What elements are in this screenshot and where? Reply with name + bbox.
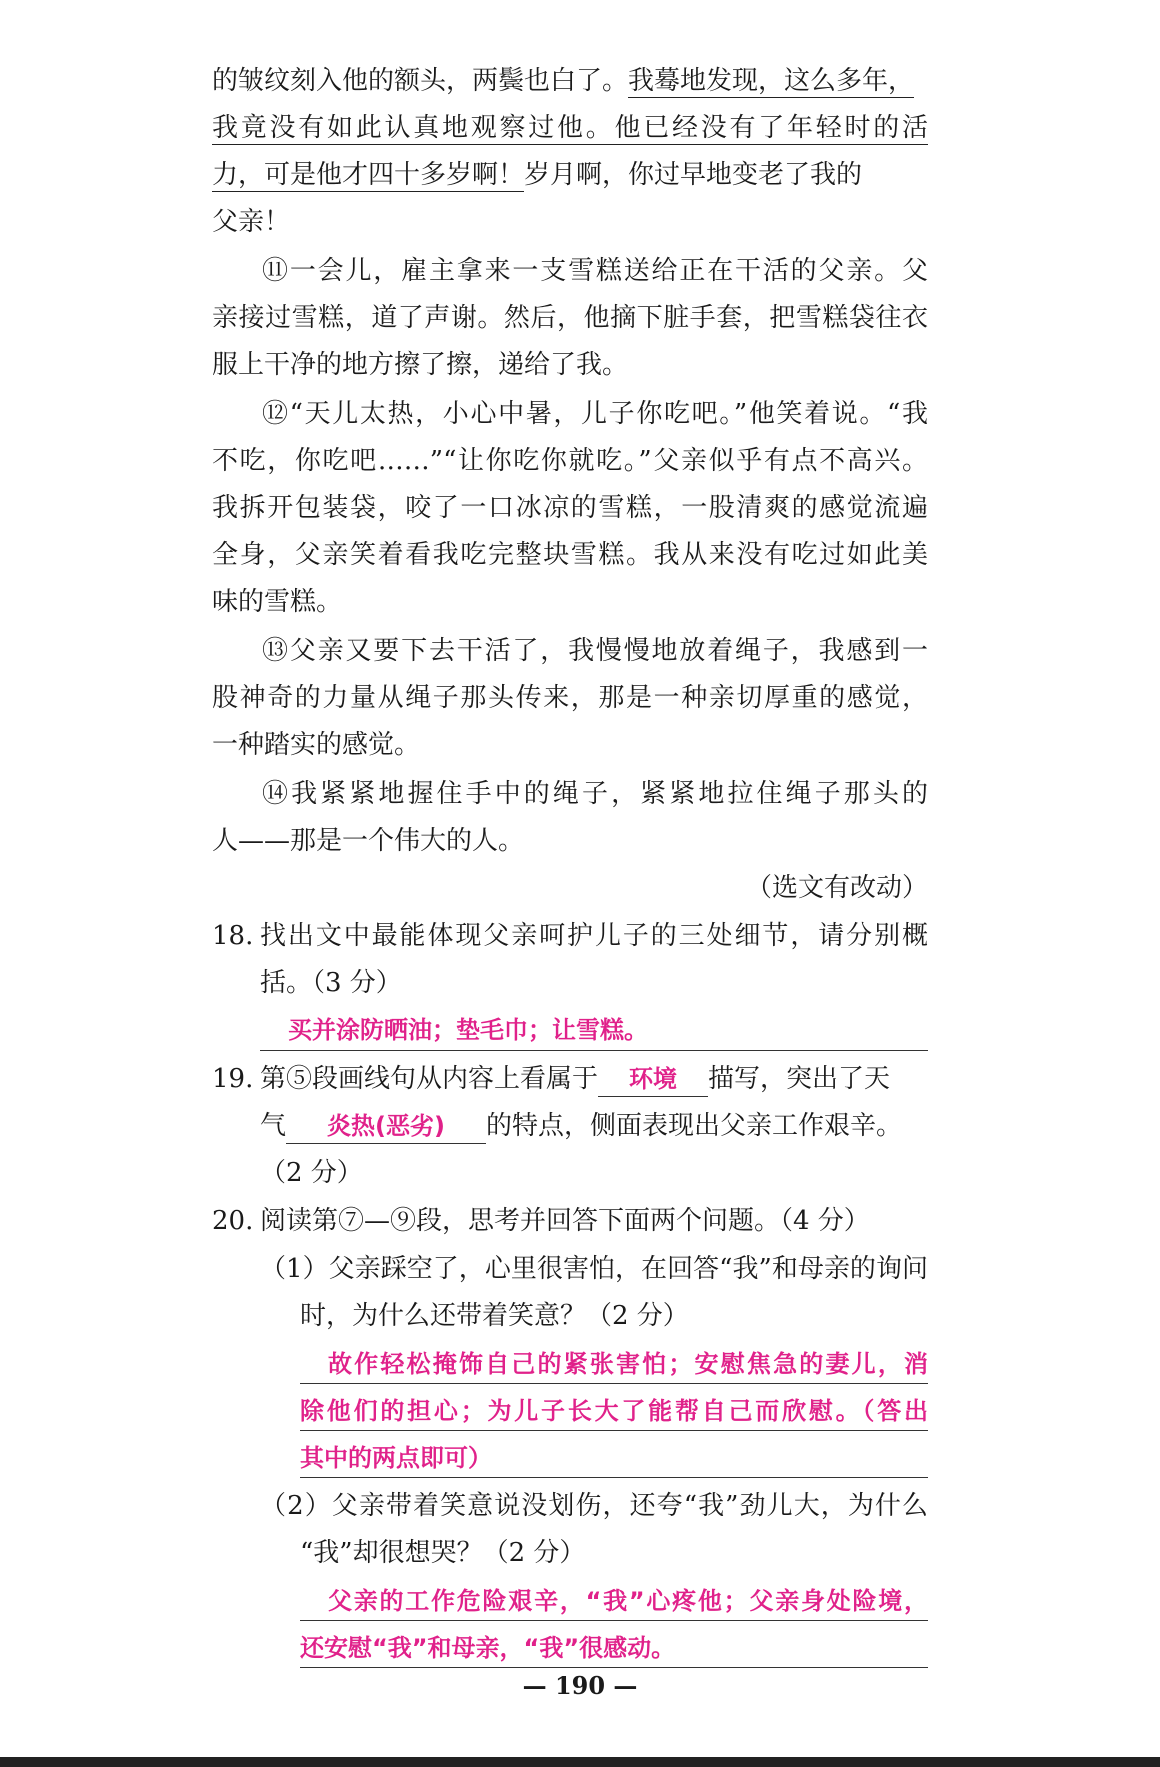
q20-1-answer-line xyxy=(300,1477,928,1478)
p11-line-1: ⑪一会儿，雇主拿来一支雪糕送给正在干活的父亲。父 xyxy=(262,256,928,286)
p10-line-1 xyxy=(212,64,928,98)
q19-blank-2: 炎热(恶劣) xyxy=(286,1109,486,1144)
q18-number: 18. xyxy=(212,921,254,951)
q20-2-answer-line xyxy=(300,1667,928,1668)
q19-line-2 xyxy=(260,1109,902,1144)
q20-1-answer-2: 除他们的担心；为儿子长大了能帮自己而欣慰。（答出 xyxy=(300,1397,928,1425)
q19-line-1 xyxy=(260,1062,890,1097)
underlined-sentence: 力，可是他才四十多岁啊！ xyxy=(212,160,525,190)
p13-line-1: ⑬父亲又要下去干活了，我慢慢地放着绳子，我感到一 xyxy=(262,636,928,666)
q19-text: 气 xyxy=(260,1111,287,1141)
p11-line-3: 服上干净的地方擦了擦，递给了我。 xyxy=(212,350,629,380)
q20-1-text-1: （1）父亲踩空了，心里很害怕，在回答“我”和母亲的询问 xyxy=(260,1254,928,1284)
bottom-border xyxy=(0,1757,1160,1767)
p13-line-3: 一种踏实的感觉。 xyxy=(212,730,421,760)
q18-text-2: 括。（3 分） xyxy=(260,968,402,998)
q18-answer-line xyxy=(260,1050,928,1051)
underlined-sentence: 我竟没有如此认真地观察过他。他已经没有了年轻时的活 xyxy=(212,113,928,143)
p11-line-2: 亲接过雪糕，道了声谢。然后，他摘下脏手套，把雪糕袋往衣 xyxy=(212,303,928,333)
p14-line-1: ⑭我紧紧地握住手中的绳子，紧紧地拉住绳子那头的 xyxy=(262,779,928,809)
q20-1-answer-line xyxy=(300,1430,928,1431)
q20-2-text-1: （2）父亲带着笑意说没划伤，还夸“我”劲儿大，为什么 xyxy=(260,1491,928,1521)
q19-text: 描写，突出了天 xyxy=(708,1064,891,1094)
source-note: （选文有改动） xyxy=(745,873,928,903)
p10-line-3 xyxy=(212,158,928,192)
p10-text: 的皱纹刻入他的额头，两鬓也白了。 xyxy=(212,66,629,96)
q20-2-answer-line xyxy=(300,1620,928,1621)
q20-text: 阅读第⑦—⑨段，思考并回答下面两个问题。（4 分） xyxy=(260,1206,870,1236)
q20-1-answer-3: 其中的两点即可） xyxy=(300,1444,492,1472)
p12-line-1: ⑫“天儿太热，小心中暑，儿子你吃吧。”他笑着说。“我 xyxy=(262,399,928,429)
q20-1-answer-line xyxy=(300,1383,928,1384)
q20-number: 20. xyxy=(212,1206,254,1236)
p12-line-4: 全身，父亲笑着看我吃完整块雪糕。我从来没有吃过如此美 xyxy=(212,540,928,570)
p12-line-2: 不吃，你吃吧……”“让你吃你就吃。”父亲似乎有点不高兴。 xyxy=(212,446,928,476)
q20-2-answer-2: 还安慰“我”和母亲，“我”很感动。 xyxy=(300,1634,676,1662)
p10-line-4: 父亲！ xyxy=(212,207,291,237)
q18-answer: 买并涂防晒油；垫毛巾；让雪糕。 xyxy=(288,1016,648,1044)
q19-text: 第⑤段画线句从内容上看属于 xyxy=(260,1064,599,1094)
p10-line-2 xyxy=(212,111,928,145)
q20-1-answer-1: 故作轻松掩饰自己的紧张害怕；安慰焦急的妻儿，消 xyxy=(328,1350,928,1378)
underlined-sentence: 我蓦地发现，这么多年， xyxy=(628,66,915,96)
q18-text-1: 找出文中最能体现父亲呵护儿子的三处细节，请分别概 xyxy=(260,921,928,951)
p12-line-3: 我拆开包装袋，咬了一口冰凉的雪糕，一股清爽的感觉流遍 xyxy=(212,493,928,523)
q19-line-3: （2 分） xyxy=(260,1158,363,1188)
q20-1-text-2: 时，为什么还带着笑意？（2 分） xyxy=(300,1301,689,1331)
q19-text: 的特点，侧面表现出父亲工作艰辛。 xyxy=(486,1111,903,1141)
p13-line-2: 股神奇的力量从绳子那头传来，那是一种亲切厚重的感觉， xyxy=(212,683,928,713)
p10-text: 岁月啊，你过早地变老了我的 xyxy=(524,160,863,190)
p12-line-5: 味的雪糕。 xyxy=(212,587,343,617)
p14-line-2: 人——那是一个伟大的人。 xyxy=(212,826,525,856)
q19-number: 19. xyxy=(212,1064,254,1094)
page-number: — 190 — xyxy=(522,1671,638,1700)
q19-blank-1: 环境 xyxy=(598,1062,708,1097)
q20-2-text-2: “我”却很想哭？（2 分） xyxy=(300,1538,586,1568)
q20-2-answer-1: 父亲的工作危险艰辛，“我”心疼他；父亲身处险境， xyxy=(328,1587,928,1615)
